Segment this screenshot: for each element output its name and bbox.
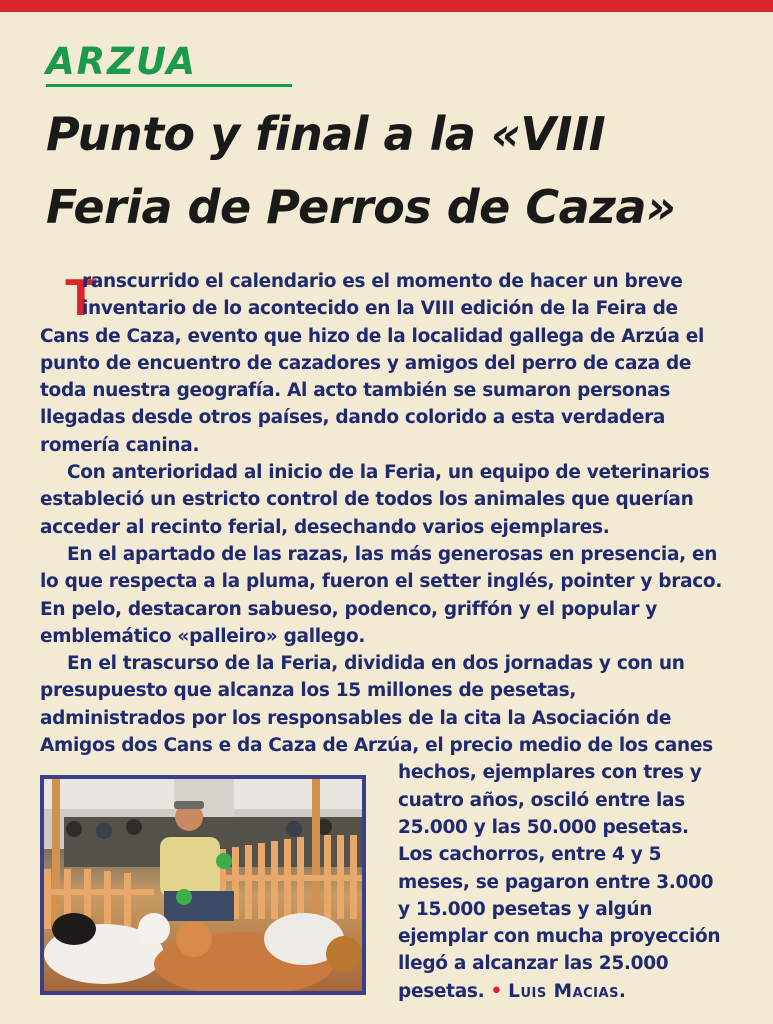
section-title: ARZUA — [46, 40, 197, 83]
body-line: llegó a alcanzar las 25.000 — [398, 953, 669, 975]
body-line: Los cachorros, entre 4 y 5 — [398, 844, 662, 866]
body-line: toda nuestra geografía. Al acto también se sumaron personas — [40, 380, 671, 402]
photo-illustration — [44, 779, 362, 991]
body-line: estableció un estricto control de todos los animales que querían — [40, 489, 694, 511]
body-line: administrados por los responsables de la cita la Asociación de — [40, 707, 672, 729]
body-line: En pelo, destacaron sabueso, podenco, griffón y el popular y — [40, 598, 658, 620]
body-line: ejemplar con mucha proyección — [398, 926, 721, 948]
body-line: ranscurrido el calendario es el momento de hacer un breve — [82, 271, 683, 292]
body-line: punto de encuentro de cazadores y amigos del perro de caza de — [40, 352, 692, 374]
body-line: Cans de Caza, evento que hizo de la localidad gallega de Arzúa el — [40, 325, 704, 347]
body-line: En el trascurso de la Feria, dividida en dos jornadas y con un — [67, 653, 685, 675]
body-line: Amigos dos Cans e da Caza de Arzúa, el precio medio de los canes — [40, 735, 713, 757]
fair-photo — [40, 775, 366, 995]
top-color-bar — [0, 0, 773, 12]
body-line: acceder al recinto ferial, desechando varios ejemplares. — [40, 516, 610, 538]
body-line: pesetas. — [398, 980, 485, 1002]
body-line: cuatro años, osciló entre las — [398, 789, 685, 811]
byline-author: Luis Macias. — [508, 980, 627, 1002]
section-underline — [46, 84, 292, 87]
body-line: lo que respecta a la pluma, fueron el setter inglés, pointer y braco. — [40, 571, 723, 593]
headline-line-1: Punto y final a la «VIII — [46, 107, 606, 161]
body-line: emblemático «palleiro» gallego. — [40, 625, 366, 647]
body-line: inventario de lo acontecido en la VIII edición de la Feira de — [82, 298, 678, 320]
headline-line-2: Feria de Perros de Caza» — [46, 180, 676, 234]
headline — [46, 98, 756, 244]
body-line: meses, se pagaron entre 3.000 — [398, 871, 714, 893]
body-line: 25.000 y las 50.000 pesetas. — [398, 816, 689, 838]
body-line: Con anterioridad al inicio de la Feria, un equipo de veterinarios — [67, 462, 710, 484]
body-line: hechos, ejemplares con tres y — [398, 762, 702, 784]
body-line: y 15.000 pesetas y algún — [398, 898, 653, 920]
body-line: En el apartado de las razas, las más generosas en presencia, en — [67, 543, 718, 565]
body-line: romería canina. — [40, 434, 200, 456]
byline-bullet: • — [490, 980, 503, 1002]
body-line: presupuesto que alcanza los 15 millones de pesetas, — [40, 680, 577, 702]
drop-cap: T — [65, 269, 97, 327]
body-line: llegadas desde otros países, dando colorido a esta verdadera — [40, 407, 666, 429]
